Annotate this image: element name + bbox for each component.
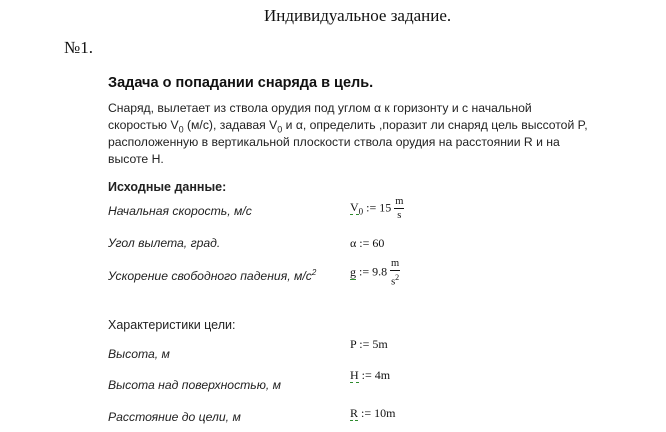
gravity-label: Ускорение свободного падения, $м/с^2$ — [108, 268, 317, 284]
velocity-expression[interactable]: $V_0$ := 15 $\frac{m}{s}$ — [350, 196, 404, 221]
task-title: Задача о попадании снаряда в цель. — [108, 75, 374, 91]
description-line-1: Снаряд, вылетает из ствола орудия под углом α к горизонту и с начальной — [108, 101, 532, 115]
description-line-2: скоростью $V_0$ (м/с), задавая $V_0$ и α, определить ,поразит ли снаряд цель высcотой P, — [108, 118, 588, 135]
velocity-label: Начальная скорость, м/с — [108, 204, 252, 218]
height-label: Высота, м — [108, 347, 170, 361]
distance-expression[interactable]: R := 10m — [350, 406, 396, 420]
velocity-unit: $\frac{m}{s}$ — [395, 196, 404, 221]
angle-expression[interactable]: α := 60 — [350, 236, 385, 250]
task-number: №1. — [64, 38, 93, 57]
description-line-3: расположенную в вертикальной плоскости ствола орудия на расстоянии R и на — [108, 135, 560, 149]
document-title: Индивидуальное задание. — [264, 6, 452, 25]
height-expression[interactable]: P := 5m — [350, 337, 388, 351]
description-line-4: высоте H. — [108, 152, 164, 166]
gravity-unit: $\frac{m}{s^2}$ — [391, 258, 400, 288]
surface-height-expression[interactable]: H := 4m — [350, 368, 391, 382]
surface-height-label: Высота над поверхностью, м — [108, 378, 282, 392]
initial-data-heading: Исходные данные: — [108, 180, 227, 194]
gravity-expression[interactable]: g := 9.8 $\frac{m}{s^2}$ — [350, 258, 400, 288]
target-heading: Характеристики цели: — [108, 318, 236, 332]
angle-label: Угол вылета, град. — [108, 236, 221, 250]
distance-label: Расстояние до цели, м — [108, 410, 241, 424]
